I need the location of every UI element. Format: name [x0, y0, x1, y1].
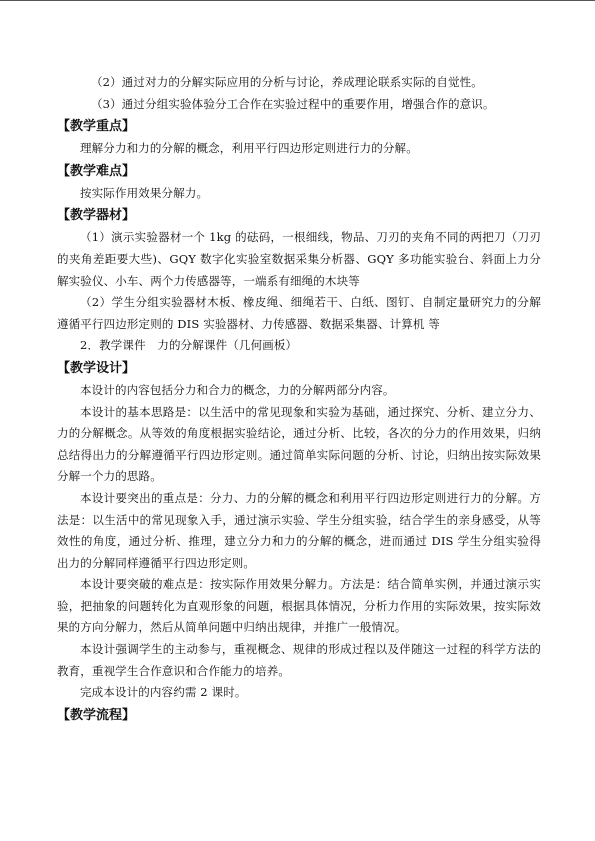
equipment-student: （2）学生分组实验器材木板、橡皮绳、细绳若干、白纸、图钉、自制定量研究力的分解遵循平行四边形定则的 DIS 实验器材、力传感器、数据采集器、计算机 等	[57, 295, 541, 331]
heading-teaching-equipment: 【教学器材】	[57, 208, 136, 224]
design-paragraph-5: 本设计强调学生的主动参与，重视概念、规律的形成过程以及伴随这一过程的科学方法的教育，重视学生合作意识和合作能力的培养。	[57, 642, 541, 678]
objective-2: （2）通过对力的分解实际应用的分析与讨论，养成理论联系实际的自觉性。	[91, 75, 483, 89]
design-paragraph-2: 本设计的基本思路是：以生活中的常见现象和实验为基础，通过探究、分析、建立分力、力的分解概念。从等效的角度根据实验结论，通过分析、比较，各次的分力的作用效果，归纳总结得出力的分解遵循平行四边形定则。通过简单实际问题的分析、讨论，归纳出按实际效果分解一个力的思路。	[57, 404, 541, 484]
teaching-focus-text: 理解分力和力的分解的概念，利用平行四边形定则进行力的分解。	[80, 141, 418, 156]
design-paragraph-6: 完成本设计的内容约需 2 课时。	[80, 685, 247, 700]
design-paragraph-3: 本设计要突出的重点是：分力、力的分解的概念和利用平行四边形定则进行力的分解。方法是：以生活中的常见现象入手，通过演示实验、学生分组实验，结合学生的亲身感受，从等效性的角度，通过分析、推理，建立分力和力的分解的概念，进而通过 DIS 学生分组实验得出力的分解同样遵循平行四边形定则。	[57, 490, 541, 570]
teaching-difficulty-text: 按实际作用效果分解力。	[80, 185, 209, 200]
heading-teaching-flow: 【教学流程】	[57, 707, 136, 723]
equipment-courseware: 2．教学课件 力的分解课件（几何画板）	[80, 338, 298, 353]
header-rule	[0, 0, 595, 1]
objective-3: （3）通过分组实验体验分工合作在实验过程中的重要作用，增强合作的意识。	[91, 96, 495, 111]
design-paragraph-1: 本设计的内容包括分力和合力的概念，力的分解两部分内容。	[80, 382, 395, 397]
heading-teaching-difficulty: 【教学难点】	[57, 163, 136, 179]
design-paragraph-4: 本设计要突破的难点是：按实际作用效果分解力。方法是：结合简单实例，并通过演示实验，把抽象的问题转化为直观形象的问题，根据具体情况，分析力作用的实际效果，按实际效果的方向分解力，然后从简单问题中归纳出规律，并推广一般情况。	[57, 577, 541, 635]
document-body	[57, 72, 541, 727]
heading-teaching-focus: 【教学重点】	[57, 119, 136, 135]
heading-teaching-design: 【教学设计】	[57, 360, 136, 376]
equipment-demo: （1）演示实验器材一个 1kg 的砝码，一根细线，物品、刀刃的夹角不同的两把刀（刀刃的夹角差距要大些)、GQY 数字化实验室数据采集分析器、GQY 多功能实验台、斜面上力分解实验仪、小车、两个力传感器等，一端系有细绳的木块等	[57, 230, 541, 288]
